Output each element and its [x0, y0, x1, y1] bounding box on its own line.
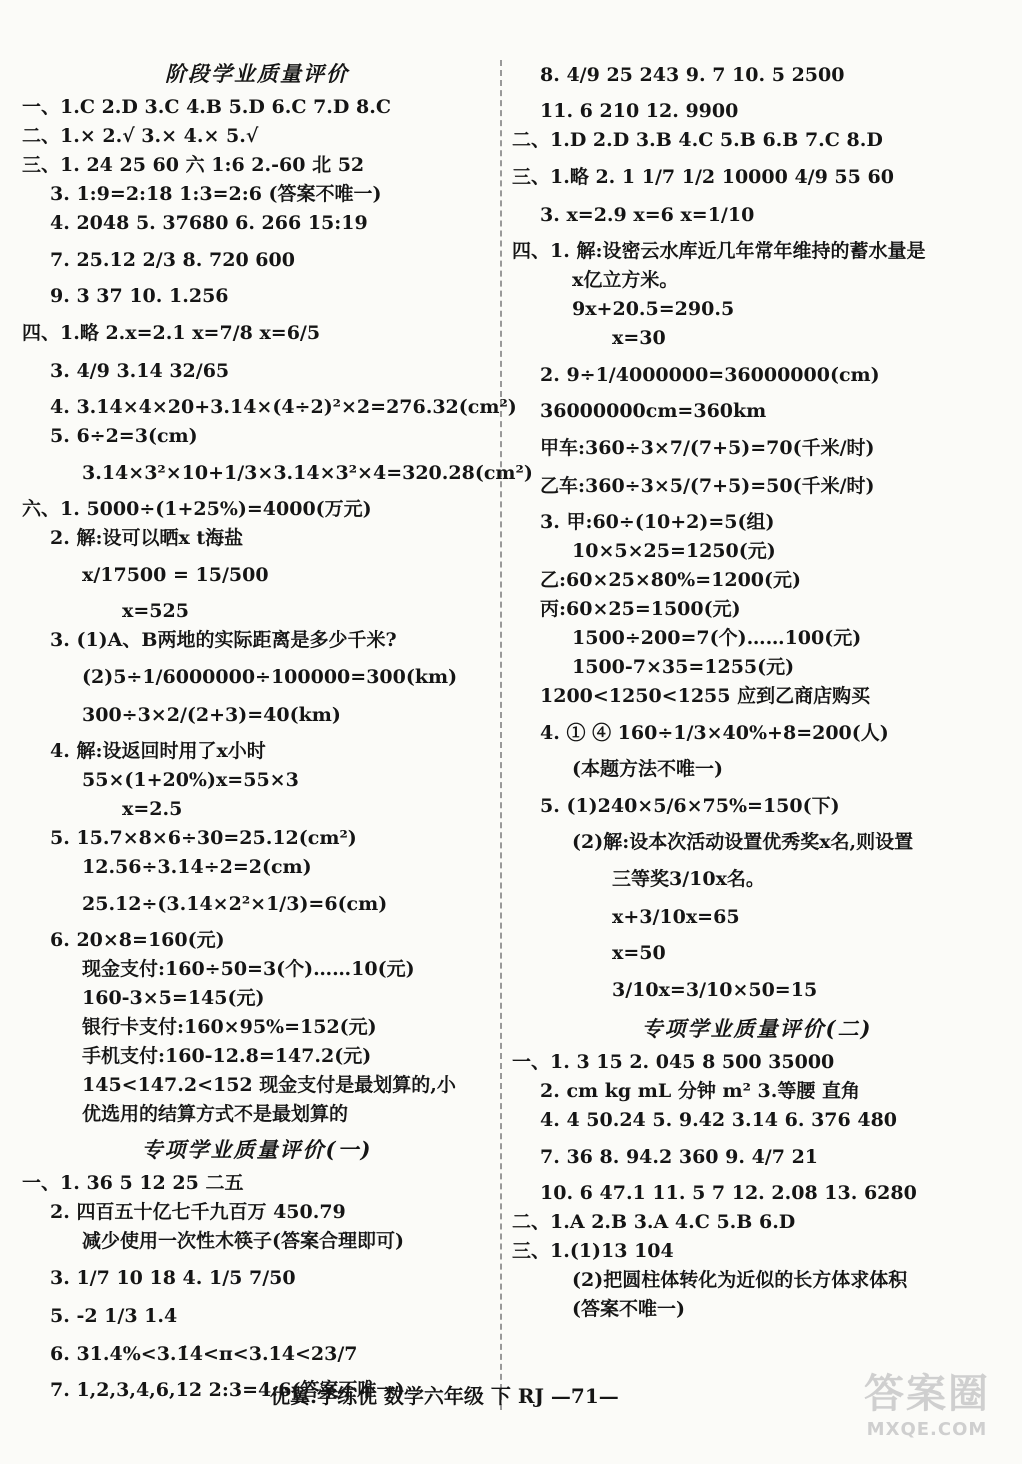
left-column	[22, 52, 533, 1406]
answer-line: 2. cm kg mL 分钟 m² 3.等腰 直角	[540, 1080, 860, 1102]
section-title-stage-evaluation: 阶段学业质量评价	[165, 61, 349, 86]
answer-line: 二、1.D 2.D 3.B 4.C 5.B 6.B 7.C 8.D	[512, 129, 883, 151]
watermark-url: MXQE.COM	[866, 1419, 988, 1440]
column-divider	[500, 60, 502, 1410]
right-column	[512, 52, 1002, 1325]
answer-line: 三、1.(1)13 104	[512, 1240, 674, 1262]
answer-line: 乙:60×25×80%=1200(元)	[540, 569, 802, 591]
answer-line: 4. 4 50.24 5. 9.42 3.14 6. 376 480	[540, 1109, 898, 1131]
answer-line: x=2.5	[122, 798, 183, 820]
answer-line: 二、1.× 2.√ 3.× 4.× 5.√	[22, 125, 259, 147]
answer-line: 甲车:360÷3×7/(7+5)=70(千米/时)	[540, 437, 875, 459]
answer-line: 11. 6 210 12. 9900	[540, 100, 739, 122]
answer-line: x=525	[122, 600, 189, 622]
answer-line: x=30	[612, 327, 666, 349]
answer-line: (2)把圆柱体转化为近似的长方体求体积	[572, 1269, 908, 1291]
answer-line: 55×(1+20%)x=55×3	[82, 769, 299, 791]
answer-line: 7. 25.12 2/3 8. 720 600	[50, 249, 295, 271]
answer-line: 减少使用一次性木筷子(答案合理即可)	[82, 1230, 404, 1252]
answer-line: 4. 3.14×4×20+3.14×(4÷2)²×2=276.32(cm²)	[50, 396, 517, 418]
answer-line: 1500÷200=7(个)……100(元)	[572, 627, 862, 649]
answer-line: 2. 四百五十亿七千九百万 450.79	[50, 1201, 346, 1223]
answer-line: 银行卡支付:160×95%=152(元)	[82, 1016, 377, 1038]
answer-line: x亿立方米。	[572, 269, 679, 291]
answer-line: 三、1.略 2. 1 1/7 1/2 10000 4/9 55 60	[512, 166, 894, 188]
answer-line: x/17500 = 15/500	[82, 564, 269, 586]
answer-line: x=50	[612, 942, 666, 964]
answer-line: 160-3×5=145(元)	[82, 987, 265, 1009]
answer-line: 二、1.A 2.B 3.A 4.C 5.B 6.D	[512, 1211, 796, 1233]
answer-line: 三、1. 24 25 60 六 1:6 2.-60 北 52	[22, 154, 365, 176]
answer-line: 2. 9÷1/4000000=36000000(cm)	[540, 364, 880, 386]
answer-line: 3. 1:9=2:18 1:3=2:6 (答案不唯一)	[50, 183, 382, 205]
answer-line: 一、1. 36 5 12 25 二五	[22, 1172, 244, 1194]
answer-line: 三等奖3/10x名。	[612, 868, 765, 890]
answer-line: 1200<1250<1255 应到乙商店购买	[540, 685, 871, 707]
answer-line: 4. ① ④ 160÷1/3×40%+8=200(人)	[540, 722, 889, 744]
answer-line: 1500-7×35=1255(元)	[572, 656, 795, 678]
answer-line: 乙车:360÷3×5/(7+5)=50(千米/时)	[540, 475, 875, 497]
answer-line: (2)5÷1/6000000÷100000=300(km)	[82, 666, 458, 688]
watermark-logo-icon: 答案圈	[864, 1371, 990, 1417]
answer-line: (答案不唯一)	[572, 1298, 685, 1320]
answer-line: 5. (1)240×5/6×75%=150(下)	[540, 795, 840, 817]
answer-line: 12.56÷3.14÷2=2(cm)	[82, 856, 312, 878]
answer-line: 3. 4/9 3.14 32/65	[50, 360, 230, 382]
section-title-special-evaluation-2: 专项学业质量评价(二)	[641, 1016, 873, 1041]
page-footer: 优翼.学练优 数学六年级 下 RJ —71—	[270, 1384, 619, 1408]
answer-line: 5. 15.7×8×6÷30=25.12(cm²)	[50, 827, 357, 849]
answer-line: 四、1. 解:设密云水库近几年常年维持的蓄水量是	[512, 240, 926, 262]
answer-line: 9. 3 37 10. 1.256	[50, 285, 229, 307]
answer-line: 300÷3×2/(2+3)=40(km)	[82, 704, 341, 726]
answer-line: x+3/10x=65	[612, 906, 740, 928]
answer-line: (2)解:设本次活动设置优秀奖x名,则设置	[572, 831, 914, 853]
answer-line: 5. -2 1/3 1.4	[50, 1305, 178, 1327]
answer-line: 25.12÷(3.14×2²×1/3)=6(cm)	[82, 893, 388, 915]
answer-line: 10×5×25=1250(元)	[572, 540, 776, 562]
answer-line: 四、1.略 2.x=2.1 x=7/8 x=6/5	[22, 322, 321, 344]
answer-line: 10. 6 47.1 11. 5 7 12. 2.08 13. 6280	[540, 1182, 917, 1204]
answer-line: 3. (1)A、B两地的实际距离是多少千米?	[50, 629, 397, 651]
watermark	[842, 1369, 1012, 1454]
answer-line: 36000000cm=360km	[540, 400, 767, 422]
answer-line: 一、1. 3 15 2. 045 8 500 35000	[512, 1051, 835, 1073]
answer-line: 六、1. 5000÷(1+25%)=4000(万元)	[22, 498, 372, 520]
answer-line: 丙:60×25=1500(元)	[540, 598, 741, 620]
answer-line: 3/10x=3/10×50=15	[612, 979, 818, 1001]
section-title-special-evaluation-1: 专项学业质量评价(一)	[141, 1137, 373, 1162]
answer-line: 3. 甲:60÷(10+2)=5(组)	[540, 511, 775, 533]
answer-line: (本题方法不唯一)	[572, 758, 723, 780]
answer-line: 优选用的结算方式不是最划算的	[82, 1103, 349, 1125]
answer-line: 9x+20.5=290.5	[572, 298, 735, 320]
answer-line: 7. 36 8. 94.2 360 9. 4/7 21	[540, 1146, 819, 1168]
answer-line: 一、1.C 2.D 3.C 4.B 5.D 6.C 7.D 8.C	[22, 96, 391, 118]
answer-line: 6. 20×8=160(元)	[50, 929, 225, 951]
answer-line: 3. 1/7 10 18 4. 1/5 7/50	[50, 1267, 296, 1289]
answer-line: 4. 解:设返回时用了x小时	[50, 740, 266, 762]
answer-line: 7. 1,2,3,4,6,12 2:3=4:6(答案不唯一)	[50, 1379, 405, 1401]
answer-line: 8. 4/9 25 243 9. 7 10. 5 2500	[540, 64, 845, 86]
answer-line: 145<147.2<152 现金支付是最划算的,小	[82, 1074, 456, 1096]
answer-line: 3.14×3²×10+1/3×3.14×3²×4=320.28(cm²)	[82, 462, 533, 484]
answer-line: 手机支付:160-12.8=147.2(元)	[82, 1045, 372, 1067]
answer-line: 3. x=2.9 x=6 x=1/10	[540, 204, 755, 226]
answer-line: 2. 解:设可以晒x t海盐	[50, 527, 244, 549]
answer-line: 6. 31.4%<3.1̇4̇<π<3.14̇<23/7	[50, 1343, 358, 1365]
answer-line: 4. 2048 5. 37680 6. 266 15:19	[50, 212, 368, 234]
answer-line: 现金支付:160÷50=3(个)……10(元)	[82, 958, 415, 980]
answer-line: 5. 6÷2=3(cm)	[50, 425, 198, 447]
